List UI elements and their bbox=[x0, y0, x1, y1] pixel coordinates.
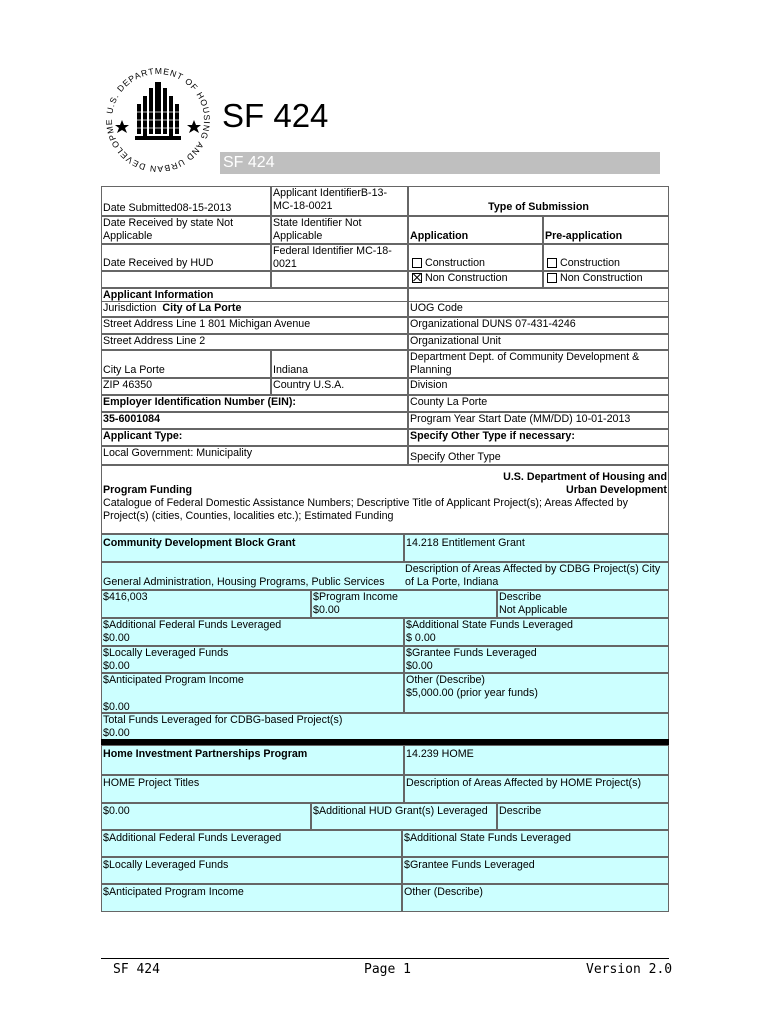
applicant-type-label: Applicant Type: bbox=[101, 429, 408, 446]
type-of-submission-heading: Type of Submission bbox=[408, 186, 669, 216]
app-non-construction-checkbox[interactable] bbox=[412, 273, 422, 283]
cdbg-anticipated-income: $Anticipated Program Income $0.00 bbox=[101, 673, 404, 713]
division: Division bbox=[408, 378, 669, 395]
street-address-2: Street Address Line 2 bbox=[101, 334, 408, 350]
state: Indiana bbox=[271, 350, 408, 378]
home-other: Other (Describe) bbox=[402, 884, 669, 912]
cdbg-additional-state: $Additional State Funds Leveraged $ 0.00 bbox=[404, 618, 669, 646]
city: City La Porte bbox=[101, 350, 271, 378]
date-received-state: Date Received by state Not Applicable bbox=[101, 216, 271, 244]
ein-value: 35-6001084 bbox=[101, 412, 408, 429]
date-received-hud: Date Received by HUD bbox=[101, 244, 271, 271]
footer-rule bbox=[101, 958, 669, 959]
cdbg-total-leveraged: Total Funds Leveraged for CDBG-based Project(s) $0.00 bbox=[101, 713, 669, 740]
home-additional-state: $Additional State Funds Leveraged bbox=[402, 830, 669, 857]
cdbg-cfda: 14.218 Entitlement Grant bbox=[404, 534, 669, 562]
organizational-unit: Organizational Unit bbox=[408, 334, 669, 350]
home-cfda: 14.239 HOME bbox=[404, 745, 669, 775]
pre-construction-option[interactable]: Construction bbox=[543, 244, 669, 271]
department: Department Dept. of Community Development & Planning bbox=[408, 350, 669, 378]
applicant-type-value: Local Government: Municipality bbox=[101, 446, 408, 465]
cdbg-projects: General Administration, Housing Programs, Public Services bbox=[101, 562, 404, 590]
app-construction-checkbox[interactable] bbox=[412, 258, 422, 268]
document-title: SF 424 bbox=[222, 97, 329, 134]
footer-form-name: SF 424 bbox=[113, 962, 160, 977]
hud-seal-icon bbox=[100, 62, 216, 178]
specify-other-type-label: Specify Other Type if necessary: bbox=[408, 429, 669, 446]
date-submitted: Date Submitted08-15-2013 bbox=[101, 186, 271, 216]
pre-non-construction-checkbox[interactable] bbox=[547, 273, 557, 283]
sf424-form bbox=[101, 186, 669, 912]
footer-version: Version 2.0 bbox=[586, 962, 673, 977]
street-address-1: Street Address Line 1 801 Michigan Avenue bbox=[101, 317, 408, 334]
organizational-duns: Organizational DUNS 07-431-4246 bbox=[408, 317, 669, 334]
pre-construction-checkbox[interactable] bbox=[547, 258, 557, 268]
seal-text: U.S. DEPARTMENT OF HOUSING AND URBAN DEVELOPME bbox=[103, 65, 213, 175]
ein-label: Employer Identification Number (EIN): bbox=[101, 395, 408, 412]
applicant-identifier: Applicant IdentifierB-13-MC-18-0021 bbox=[271, 186, 408, 216]
section-divider bbox=[101, 739, 669, 745]
blank-cell bbox=[271, 271, 408, 288]
program-funding-heading: Program Funding bbox=[101, 465, 669, 497]
federal-identifier: Federal Identifier MC-18-0021 bbox=[271, 244, 408, 271]
home-grantee-funds: $Grantee Funds Leveraged bbox=[402, 857, 669, 884]
zip: ZIP 46350 bbox=[101, 378, 271, 395]
home-anticipated-income: $Anticipated Program Income bbox=[101, 884, 402, 912]
agency-name: U.S. Department of Housing and Urban Development bbox=[503, 471, 667, 496]
preapplication-heading: Pre-application bbox=[543, 216, 669, 244]
home-amount: $0.00 bbox=[101, 803, 311, 830]
home-additional-federal: $Additional Federal Funds Leveraged bbox=[101, 830, 402, 857]
country: Country U.S.A. bbox=[271, 378, 408, 395]
form-title-bar: SF 424 bbox=[220, 152, 660, 174]
home-describe: Describe bbox=[497, 803, 669, 830]
cdbg-additional-federal: $Additional Federal Funds Leveraged $0.00 bbox=[101, 618, 404, 646]
program-year-start: Program Year Start Date (MM/DD) 10-01-2013 bbox=[408, 412, 669, 429]
home-title: Home Investment Partnerships Program bbox=[101, 745, 404, 775]
pre-non-construction-option[interactable]: Non Construction bbox=[543, 271, 669, 288]
county: County La Porte bbox=[408, 395, 669, 412]
app-non-construction-option[interactable]: Non Construction bbox=[408, 271, 543, 288]
cdbg-program-income: $Program Income $0.00 bbox=[311, 590, 497, 618]
state-identifier: State Identifier Not Applicable bbox=[271, 216, 408, 244]
home-project-titles: HOME Project Titles bbox=[101, 775, 404, 803]
cdbg-locally-leveraged: $Locally Leveraged Funds $0.00 bbox=[101, 646, 404, 673]
home-areas: Description of Areas Affected by HOME Project(s) bbox=[404, 775, 669, 803]
cdbg-grant-amount: $416,003 bbox=[101, 590, 311, 618]
cdbg-areas: Description of Areas Affected by CDBG Project(s) City of La Porte, Indiana bbox=[404, 562, 669, 590]
app-construction-option[interactable]: Construction bbox=[408, 244, 543, 271]
blank-cell bbox=[408, 288, 669, 301]
cdbg-describe: Describe Not Applicable bbox=[497, 590, 669, 618]
cdbg-grantee-funds: $Grantee Funds Leveraged $0.00 bbox=[404, 646, 669, 673]
catalogue-description: Catalogue of Federal Domestic Assistance Numbers; Descriptive Title of Applicant Project(s); Areas Affected by Project(s) (cities, Counties, localities etc.); Estimated Funding bbox=[101, 497, 669, 534]
home-additional-hud: $Additional HUD Grant(s) Leveraged bbox=[311, 803, 497, 830]
blank-cell bbox=[101, 271, 271, 288]
specify-other-type-value: Specify Other Type bbox=[408, 446, 669, 465]
jurisdiction: Jurisdiction City of La Porte bbox=[101, 301, 408, 317]
cdbg-other: Other (Describe) $5,000.00 (prior year funds) bbox=[404, 673, 669, 713]
applicant-information-heading: Applicant Information bbox=[101, 288, 408, 301]
uog-code: UOG Code bbox=[408, 301, 669, 317]
home-locally-leveraged: $Locally Leveraged Funds bbox=[101, 857, 402, 884]
footer-page-number: Page 1 bbox=[364, 962, 411, 977]
cdbg-title: Community Development Block Grant bbox=[101, 534, 404, 562]
application-heading: Application bbox=[408, 216, 543, 244]
